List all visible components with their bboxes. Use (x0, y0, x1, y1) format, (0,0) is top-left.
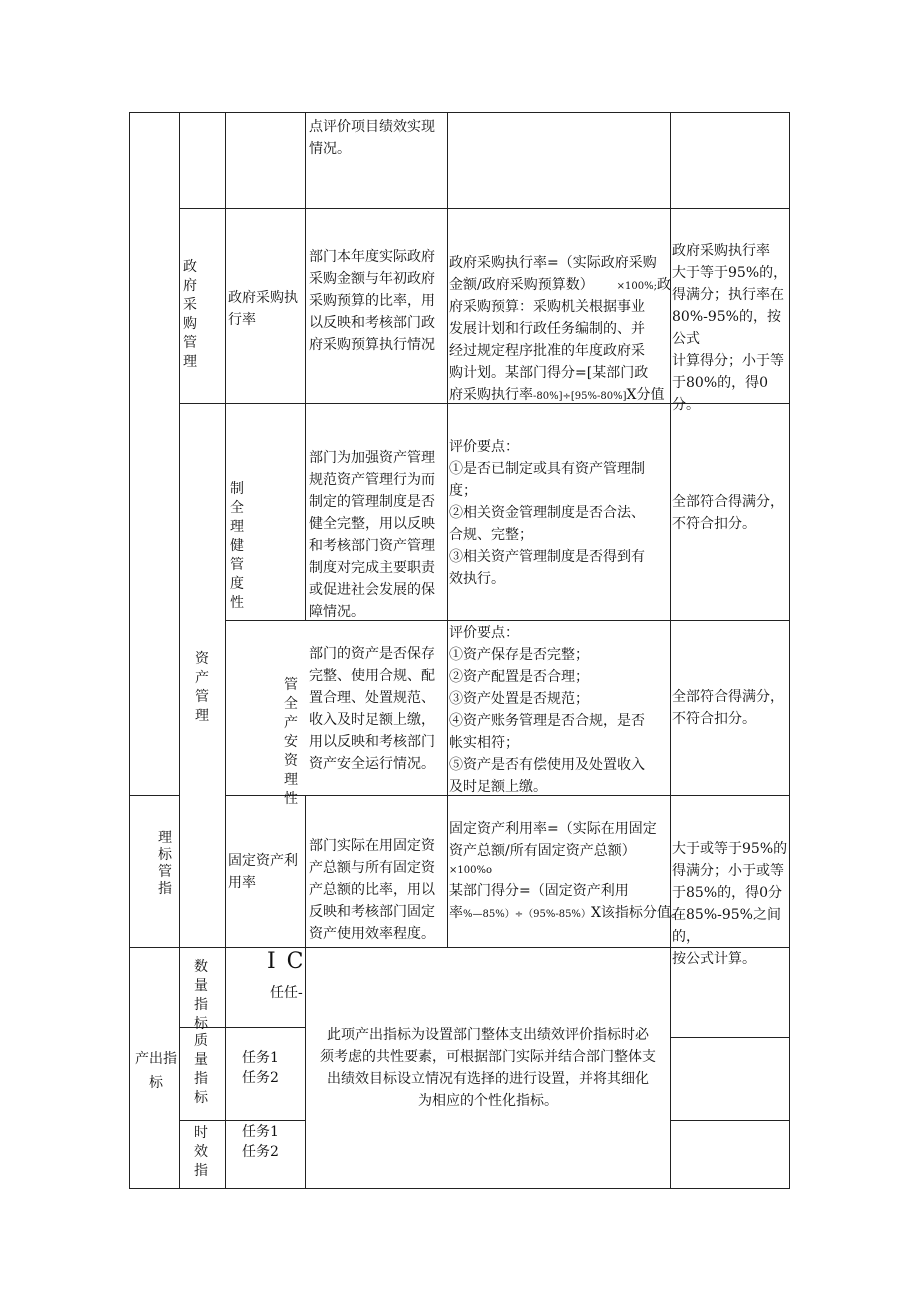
formula-line: 固定资产利用率=（实际在用固定 资产总额/所有固定资产总额） (449, 821, 657, 859)
formula-line (449, 384, 671, 408)
cell-timeliness-tasks: 任务1 任务2 (242, 1124, 279, 1160)
formula-text: 率 (449, 905, 463, 921)
cell-fixed-asset-scoring: 大于或等于95%的 得满分；小于或等 于85%的，得0分 在85%-95%之间的， 按公式计算。 (672, 841, 788, 967)
formula-tail: 政 (657, 277, 671, 293)
table-border-bottom (129, 1188, 790, 1189)
row-divider (129, 795, 179, 796)
cell-quality-tasks: 任务1 任务2 (242, 1050, 279, 1086)
col-divider (305, 112, 306, 621)
cell-fixed-asset-definition: 部门实际在用固定资 产总额与所有固定资 产总额的比率，用以 反映和考核部门固定 资产使用效率程度。 (309, 838, 435, 942)
row-divider (670, 1037, 790, 1038)
formula-line (449, 902, 685, 926)
row-divider (670, 1120, 790, 1121)
formula-line (449, 274, 671, 298)
formula-small: ×100%; (616, 281, 657, 292)
cell-fixed-asset-indicator: 固定资产利 用率 (228, 853, 298, 891)
cell-output-note: 此项产出指标为设置部门整体支出绩效评价指标时必 须考虑的共性要素，可根据部门实际并结合部门整体支 出绩效目标设立情况有选择的进行设置，并将其细化 为相应的个性化指标。 (320, 1027, 656, 1109)
cell-gov-procurement-definition: 部门本年度实际政府 采购金额与年初政府 采购预算的比率，用 以反映和考核部门政 府采购预算执行情况 (309, 249, 435, 353)
formula-small: -80%]÷[95%-80%] (533, 391, 627, 402)
cell-quality-indicator: 质量指标 (194, 1033, 208, 1106)
formula-text: 府采购执行率 (449, 387, 533, 403)
cell-gov-procurement-scoring: 政府采购执行率 大于等于95%的， 得满分；执行率在 80%-95%的，按公式 计算得分；小于等 于80%的，得0分。 (672, 243, 788, 413)
formula-line: 府采购预算：采购机关根据事业 发展计划和行政任务编制的、并 经过规定程序批准的年度政府采 购计划。某部门得分=[某部门政 (449, 299, 649, 381)
formula-line: 政府采购执行率=（实际政府采购 金额/政府采购预算数） (449, 255, 657, 293)
row-divider (179, 208, 790, 209)
cell-asset-safety-indicator: 管全产安资理性 (284, 677, 298, 807)
cell-quantity-marks: I C (267, 949, 306, 974)
cell-timeliness-indicator: 时效指 (194, 1125, 208, 1179)
cell-fixed-asset-formula (449, 818, 685, 926)
cell-gov-procurement-category: 政府采购管理 (183, 259, 197, 370)
cell-gov-procurement-formula (449, 252, 671, 408)
formula-tail: X分值 (626, 387, 665, 403)
cell-asset-system-definition: 部门为加强资产管理 规范资产管理行为而 制定的管理制度是否 健全完整，用以反映 和考核部门资产管理 制度对完成主要职责 或促进社会发展的保 障情况。 (309, 450, 435, 620)
formula-line: 某部门得分=（固定资产利用 (449, 883, 629, 899)
cell-asset-system-criteria: 评价要点： ①是否已制定或具有资产管理制 度； ②相关资金管理制度是否合法、 合规、完整； ③相关资产管理制度是否得到有 效执行。 (449, 439, 645, 587)
formula-tail: X该指标分值。 (590, 905, 685, 921)
cell-asset-safety-criteria: 评价要点： ①资产保存是否完整； ②资产配置是否合理； ③资产处置是否规范； ④资产账务管理是否合规，是否 帐实相符； ⑤资产是否有偿使用及处置收入 及时足额上缴。 (449, 625, 645, 795)
table-border-left (129, 112, 130, 1189)
cell-gov-procurement-indicator: 政府采购执 行率 (228, 290, 298, 328)
cell-management-indicator-label: 理标管指 (158, 830, 172, 897)
cell-continuation-text: 点评价项目绩效实现 情况。 (309, 119, 435, 157)
cell-quantity-indicator: 数量指标 (194, 959, 208, 1032)
cell-asset-system-scoring: 全部符合得满分， 不符合扣分。 (672, 494, 784, 532)
cell-asset-category: 资产管理 (195, 651, 209, 724)
cell-asset-system-indicator: 制全理健管度性 (230, 481, 244, 611)
cell-asset-safety-scoring: 全部符合得满分， 不符合扣分。 (672, 689, 784, 727)
formula-small: ×100%o (449, 865, 492, 876)
table-border-top (129, 112, 790, 113)
row-divider (179, 1120, 305, 1121)
cell-asset-safety-definition: 部门的资产是否保存 完整、使用合规、配 置合理、处置规范、 收入及时足额上缴， 用以反映和考核部门 资产安全运行情况。 (309, 646, 435, 772)
cell-quantity-tasks: 任任- (270, 985, 303, 1001)
cell-output-indicator-label: 产出指标 (135, 1051, 177, 1091)
formula-small: %—85%）÷（95%-85%） (463, 909, 591, 920)
